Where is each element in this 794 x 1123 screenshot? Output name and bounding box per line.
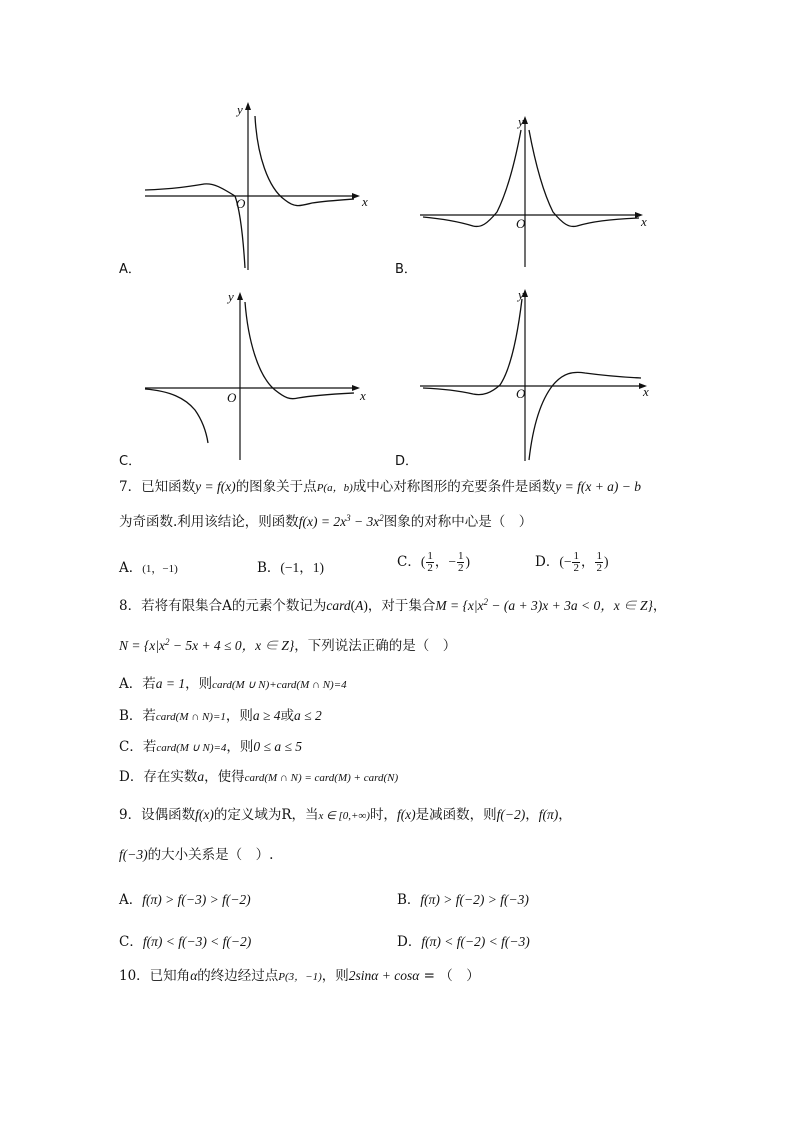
graph-c-x-label: x	[360, 388, 366, 403]
graph-b	[415, 112, 655, 272]
q8-line2: $N = \{x|x^2 - 5x + 4 \le 0$，x ∈ Z}，下列说法正确的是（ ）	[119, 637, 457, 654]
q7-line1: 7．已知函数y = f(x)的图象关于点P(a，b)成中心对称图形的充要条件是函数y = f(x + a) − b	[119, 479, 642, 495]
q8-set-n: $N = \{x|x^2 - 5x + 4 \le 0$，x ∈ Z}	[119, 637, 295, 653]
q9-option-d[interactable]: D．f(π) < f(−2) < f(−3)	[397, 934, 530, 950]
q7-option-d[interactable]: D．(− $\frac{1}{2}$ ， $\frac{1}{2}$ )	[535, 550, 609, 574]
q7-func-f: $f(x) = 2x^3 - 3x^2$	[298, 513, 384, 529]
q9-option-b[interactable]: B．f(π) > f(−2) > f(−3)	[397, 892, 529, 908]
q7-func-shift: y = f(x + a) − b	[555, 479, 642, 494]
graph-d-y-label: y	[518, 287, 524, 302]
graph-a-letter: A．	[119, 262, 141, 277]
q8-line1: 8．若将有限集合A的元素个数记为card(A)，对于集合$M = \{x|x^2 - (a + 3)x + 3a < 0$，x ∈ Z}，	[119, 597, 667, 614]
graph-b-x-label: x	[641, 214, 647, 229]
q8-set-m: $M = \{x|x^2 - (a + 3)x + 3a < 0$，x ∈ Z}	[435, 597, 653, 613]
graph-c-origin: O	[227, 390, 237, 405]
graph-a-y-label: y	[237, 102, 243, 117]
q9-option-c[interactable]: C．f(π) < f(−3) < f(−2)	[119, 934, 252, 950]
q7-point-p: P(a，b)	[316, 482, 353, 494]
graph-c-y-label: y	[228, 289, 234, 304]
q7-func-y-fx: y = f(x)	[195, 479, 236, 494]
q8-option-b[interactable]: B．若card(M ∩ N)=1，则a ≥ 4或a ≤ 2	[119, 708, 322, 724]
q9-line2: f(−3)的大小关系是（ ）.	[119, 847, 274, 863]
q7-option-c[interactable]: C．( $\frac{1}{2}$ ，− $\frac{1}{2}$ )	[397, 550, 470, 574]
q7-option-a[interactable]: A．(1，−1)	[119, 560, 178, 576]
graph-a-x-label: x	[362, 194, 368, 209]
graph-b-origin: O	[516, 216, 526, 231]
q9-option-a[interactable]: A．f(π) > f(−3) > f(−2)	[119, 892, 251, 908]
graph-a-origin: O	[236, 196, 246, 211]
q8-option-a[interactable]: A．若a = 1，则card(M ∪ N)+card(M ∩ N)=4	[119, 676, 347, 692]
graph-d	[415, 285, 655, 465]
graph-d-letter: D．	[395, 454, 419, 469]
graph-c	[140, 288, 380, 463]
graph-b-y-label: y	[518, 114, 524, 129]
graph-b-letter: B．	[395, 262, 417, 277]
q8-option-c[interactable]: C．若card(M ∪ N)=4，则0 ≤ a ≤ 5	[119, 739, 302, 755]
q7-line2: 为奇函数.利用该结论，则函数$f(x) = 2x^3 - 3x^2$图象的对称中心是（ ）	[119, 513, 533, 530]
graph-a	[140, 100, 380, 275]
q9-line1: 9．设偶函数f(x)的定义域为R，当x ∈ [0,+∞)时，f(x)是减函数，则f(−2)，f(π)，	[119, 807, 572, 823]
q7-option-b[interactable]: B．(−1，1)	[257, 560, 325, 576]
graph-d-origin: O	[516, 386, 526, 401]
graph-c-letter: C．	[119, 454, 142, 469]
q10-line: 10．已知角α的终边经过点P(3，−1)，则2sinα + cosα = （ ）	[119, 968, 480, 984]
graph-d-x-label: x	[643, 384, 649, 399]
q8-option-d[interactable]: D．存在实数a，使得card(M ∩ N) = card(M) + card(N)	[119, 769, 399, 785]
